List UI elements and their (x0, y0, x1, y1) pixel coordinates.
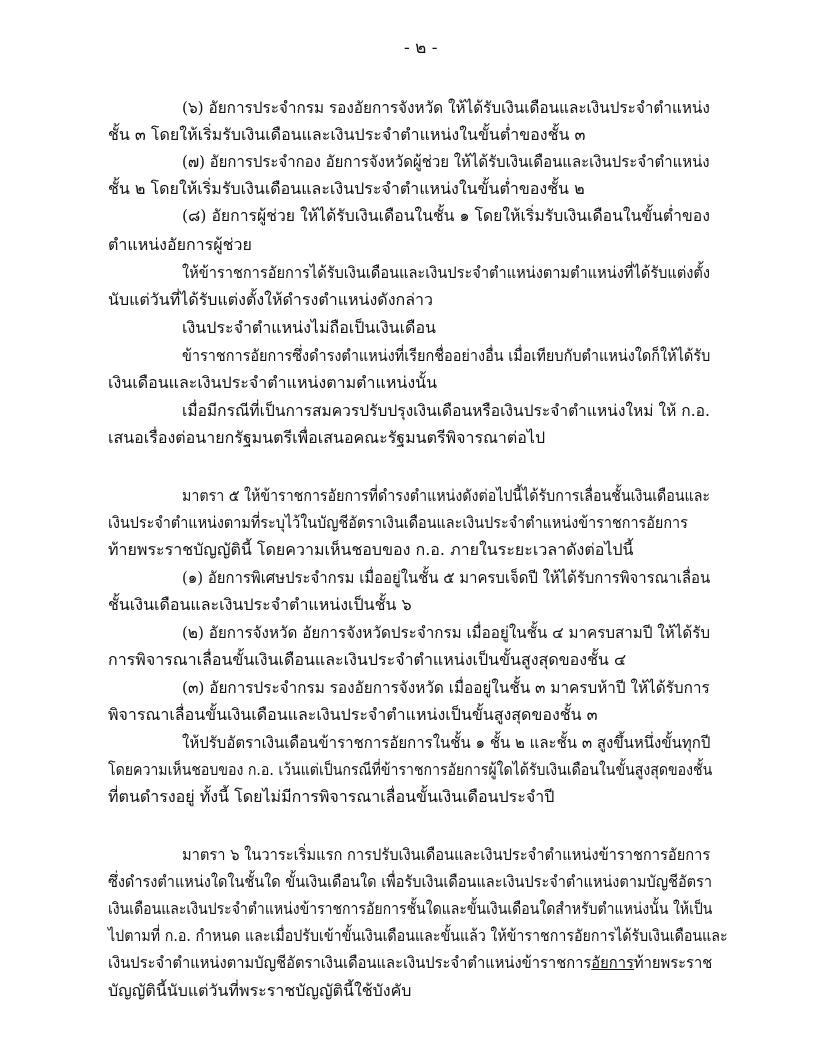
paragraph-line: ตำแหน่งอัยการผู้ช่วย (108, 235, 252, 254)
paragraph-line: ชั้น ๒ โดยให้เริ่มรับเงินเดือนและเงินประจำตำแหน่งในขั้นต่ำของชั้น ๒ (108, 179, 585, 198)
paragraph-line: นับแต่วันที่ได้รับแต่งตั้งให้ดำรงตำแหน่งดังกล่าว (108, 290, 433, 309)
paragraph-line: (๗) อัยการประจำกอง อัยการจังหวัดผู้ช่วย ให้ได้รับเงินเดือนและเงินประจำตำแหน่ง (182, 152, 710, 171)
paragraph-line: ที่ตนดำรงอยู่ ทั้งนี้ โดยไม่มีการพิจารณาเลื่อนขั้นเงินเดือนประจำปี (108, 787, 555, 806)
section-5-heading-line: มาตรา ๕ ให้ข้าราชการอัยการที่ดำรงตำแหน่งดังต่อไปนี้ได้รับการเลื่อนชั้นเงินเดือนและ (182, 486, 711, 505)
paragraph-line: (๘) อัยการผู้ช่วย ให้ได้รับเงินเดือนในชั้น ๑ โดยให้เริ่มรับเงินเดือนในขั้นต่ำของ (182, 206, 710, 225)
paragraph-line: เสนอเรื่องต่อนายกรัฐมนตรีเพื่อเสนอคณะรัฐมนตรีพิจารณาต่อไป (108, 428, 546, 447)
paragraph-line: ข้าราชการอัยการซึ่งดำรงตำแหน่งที่เรียกชื่ออย่างอื่น เมื่อเทียบกับตำแหน่งใดก็ให้ได้รับ (182, 346, 711, 365)
paragraph-line: ไปตามที่ ก.อ. กำหนด และเมื่อปรับเข้าขั้นเงินเดือนและขั้นแล้ว ให้ข้าราชการอัยการได้รับเงินเดือนและ (108, 926, 728, 945)
paragraph-line: ชั้นเงินเดือนและเงินประจำตำแหน่งเป็นชั้น ๖ (108, 595, 412, 614)
paragraph-line: การพิจารณาเลื่อนขั้นเงินเดือนและเงินประจำตำแหน่งเป็นขั้นสูงสุดของชั้น ๔ (108, 650, 627, 669)
paragraph-line: บัญญัตินี้นับแต่วันที่พระราชบัญญัตินี้ใช้บังคับ (108, 981, 412, 1000)
paragraph-line: เมื่อมีกรณีที่เป็นการสมควรปรับปรุงเงินเดือนหรือเงินประจำตำแหน่งใหม่ ให้ ก.อ. (182, 401, 710, 420)
paragraph-line: ชั้น ๓ โดยให้เริ่มรับเงินเดือนและเงินประจำตำแหน่งในขั้นต่ำของชั้น ๓ (108, 125, 586, 144)
paragraph-line: (๒) อัยการจังหวัด อัยการจังหวัดประจำกรม เมื่ออยู่ในชั้น ๔ มาครบสามปี ให้ได้รับ (182, 623, 711, 642)
paragraph-line: (๓) อัยการประจำกรม รองอัยการจังหวัด เมื่ออยู่ในชั้น ๓ มาครบห้าปี ให้ได้รับการ (182, 678, 710, 697)
paragraph-line: (๑) อัยการพิเศษประจำกรม เมื่ออยู่ในชั้น ๕ มาครบเจ็ดปี ให้ได้รับการพิจารณาเลื่อน (182, 568, 711, 587)
line-segment: ท้ายพระราช (633, 953, 713, 972)
paragraph-line: ให้ข้าราชการอัยการได้รับเงินเดือนและเงินประจำตำแหน่งตามตำแหน่งที่ได้รับแต่งตั้ง (182, 263, 711, 282)
paragraph-line: ซึ่งดำรงตำแหน่งใดในชั้นใด ขั้นเงินเดือนใด เพื่อรับเงินเดือนและเงินประจำตำแหน่งตามบัญชีอัตรา (108, 872, 713, 891)
paragraph-line: พิจารณาเลื่อนขั้นเงินเดือนและเงินประจำตำแหน่งเป็นขั้นสูงสุดของชั้น ๓ (108, 705, 598, 724)
paragraph-line (108, 953, 712, 973)
paragraph-line: (๖) อัยการประจำกรม รองอัยการจังหวัด ให้ได้รับเงินเดือนและเงินประจำตำแหน่ง (182, 98, 710, 117)
paragraph-line: เงินประจำตำแหน่งไม่ถือเป็นเงินเดือน (182, 318, 436, 337)
paragraph-line: ให้ปรับอัตราเงินเดือนข้าราชการอัยการในชั้น ๑ ชั้น ๒ และชั้น ๓ สูงขึ้นหนึ่งขั้นทุกปี (182, 733, 711, 752)
paragraph-line: โดยความเห็นชอบของ ก.อ. เว้นแต่เป็นกรณีที่ข้าราชการอัยการผู้ใดได้รับเงินเดือนในขั้นสูงสุดของชั้น (108, 760, 713, 779)
underlined-word: อัยการ (591, 953, 634, 972)
paragraph-line: เงินเดือนและเงินประจำตำแหน่งตามตำแหน่งนั้น (108, 373, 438, 392)
paragraph-line: เงินประจำตำแหน่งตามที่ระบุไว้ในบัญชีอัตราเงินเดือนและเงินประจำตำแหน่งข้าราชการอัยการ (108, 513, 688, 532)
paragraph-line: เงินเดือนและเงินประจำตำแหน่งข้าราชการอัยการชั้นใดและขั้นเงินเดือนใดสำหรับตำแหน่งนั้น ให้เป็น (108, 899, 713, 918)
paragraph-line: ท้ายพระราชบัญญัตินี้ โดยความเห็นชอบของ ก.อ. ภายในระยะเวลาดังต่อไปนี้ (108, 540, 634, 559)
line-segment: เงินประจำตำแหน่งตามบัญชีอัตราเงินเดือนและเงินประจำตำแหน่งข้าราชการ (108, 953, 592, 972)
page-number: - ๒ - (404, 38, 438, 58)
section-6-heading-line: มาตรา ๖ ในวาระเริ่มแรก การปรับเงินเดือนและเงินประจำตำแหน่งข้าราชการอัยการ (182, 845, 711, 864)
